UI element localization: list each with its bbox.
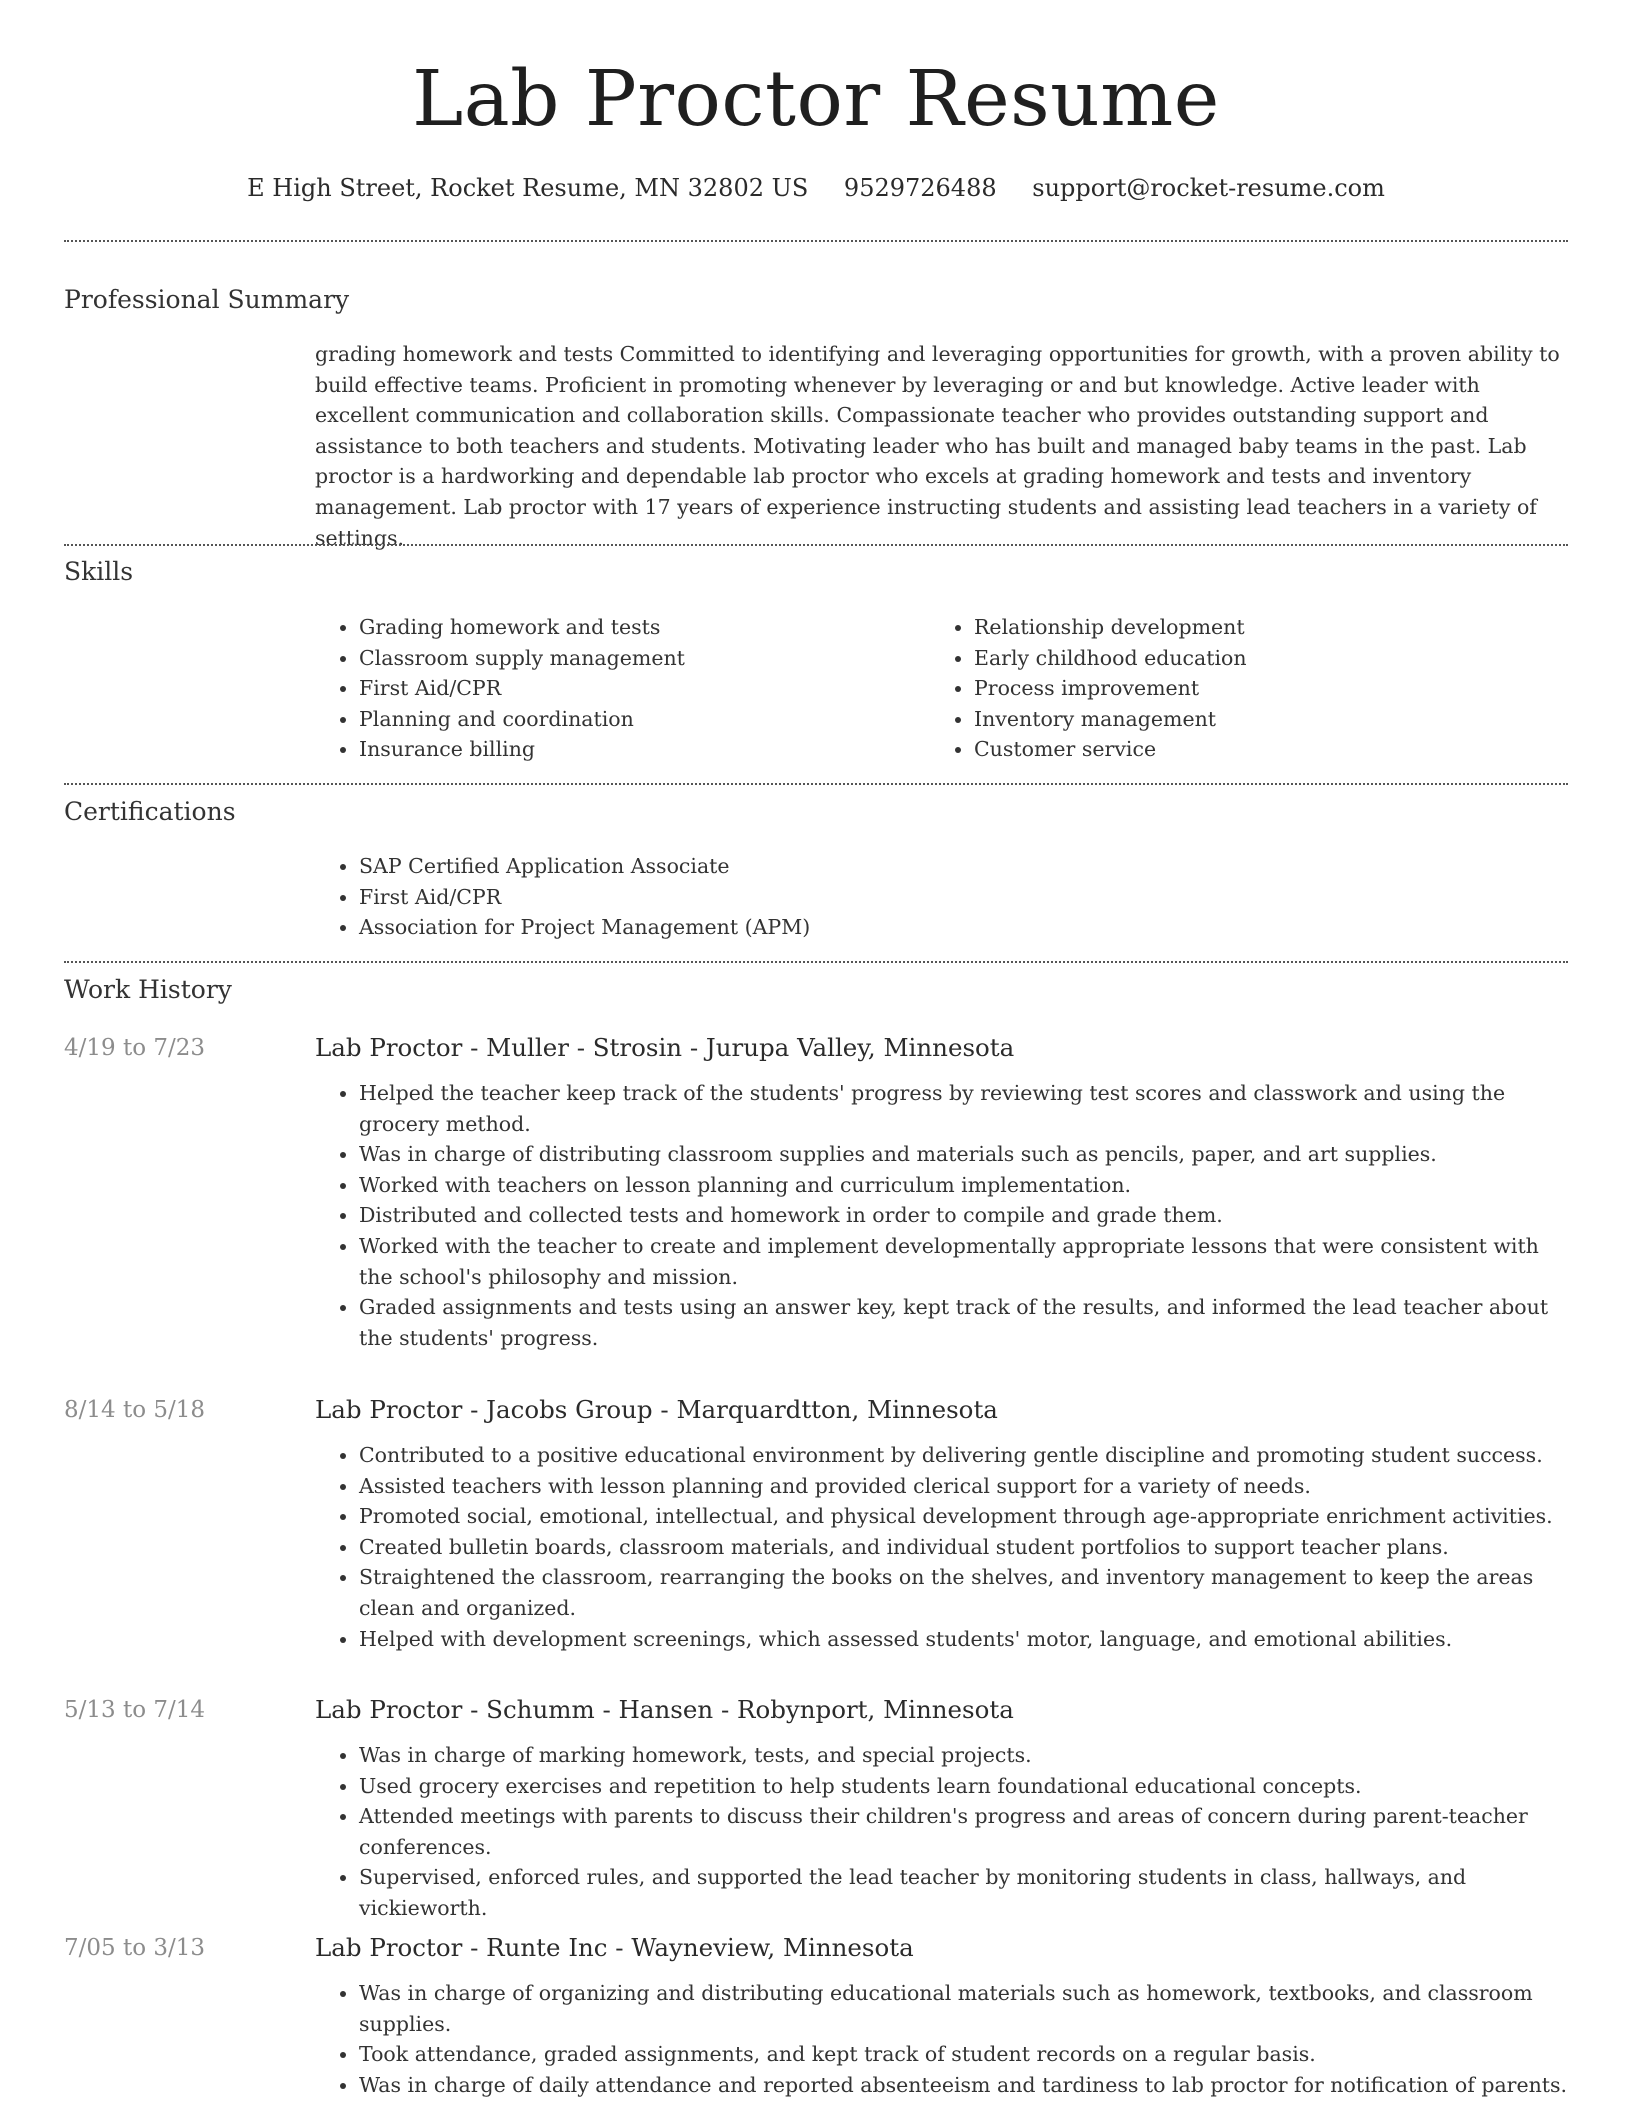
work-history-heading: Work History: [64, 975, 232, 1004]
job-entry: [315, 1931, 1568, 2100]
skills-column-left: [315, 612, 930, 765]
job-dates: 8/14 to 5/18: [64, 1397, 206, 1423]
certification-item: • SAP Certified Application Associate: [359, 851, 1568, 882]
job-title: Lab Proctor - Runte Inc - Wayneview, Minnesota: [315, 1933, 914, 1962]
job-bullet: • Straightened the classroom, rearranging the books on the shelves, and inventory management to keep the areas clean and organized.: [359, 1562, 1568, 1623]
skills-column-right: [930, 612, 1545, 765]
job-bullet: • Was in charge of daily attendance and reported absenteeism and tardiness to lab proctor for notification of parents.: [359, 2070, 1568, 2101]
summary-heading: Professional Summary: [64, 285, 350, 314]
certifications-heading: Certifications: [64, 797, 236, 826]
skill-item: • Classroom supply management: [359, 643, 930, 674]
skill-item: • Inventory management: [974, 704, 1545, 735]
job-bullet: • Was in charge of distributing classroom supplies and materials such as pencils, paper, and art supplies.: [359, 1139, 1568, 1170]
job-title: Lab Proctor - Schumm - Hansen - Robynport, Minnesota: [315, 1695, 1014, 1724]
job-dates: 5/13 to 7/14: [64, 1697, 206, 1723]
skill-item: • Process improvement: [974, 673, 1545, 704]
job-bullet: • Created bulletin boards, classroom materials, and individual student portfolios to support teacher plans.: [359, 1532, 1568, 1563]
skill-item: • Early childhood education: [974, 643, 1545, 674]
divider: [64, 961, 1568, 963]
job-bullet: • Was in charge of organizing and distributing educational materials such as homework, textbooks, and classroom supplies.: [359, 1978, 1568, 2039]
job-bullet: • Promoted social, emotional, intellectual, and physical development through age-appropriate enrichment activities.: [359, 1501, 1568, 1532]
job-bullet: • Helped the teacher keep track of the students' progress by reviewing test scores and classwork and using the grocery method.: [359, 1078, 1568, 1139]
job-bullet: • Used grocery exercises and repetition to help students learn foundational educational concepts.: [359, 1771, 1568, 1802]
skill-item: • Relationship development: [974, 612, 1545, 643]
certifications-section: [315, 851, 1568, 943]
job-bullet: • Attended meetings with parents to discuss their children's progress and areas of concern during parent-teacher conferences.: [359, 1801, 1568, 1862]
skills-section: [315, 612, 1568, 765]
job-bullet: • Worked with teachers on lesson planning and curriculum implementation.: [359, 1170, 1568, 1201]
job-bullet: • Helped with development screenings, which assessed students' motor, language, and emotional abilities.: [359, 1624, 1568, 1655]
email: support@rocket-resume.com: [1032, 174, 1385, 202]
job-title: Lab Proctor - Muller - Strosin - Jurupa Valley, Minnesota: [315, 1033, 1015, 1062]
job-bullet: • Assisted teachers with lesson planning and provided clerical support for a variety of needs.: [359, 1471, 1568, 1502]
divider: [64, 783, 1568, 785]
job-dates: 7/05 to 3/13: [64, 1935, 206, 1961]
job-entry: [315, 1031, 1568, 1353]
divider: [64, 544, 1568, 546]
skills-heading: Skills: [64, 557, 134, 586]
job-bullet: • Graded assignments and tests using an answer key, kept track of the results, and informed the lead teacher about the students' progress.: [359, 1292, 1568, 1353]
job-bullet: • Took attendance, graded assignments, and kept track of student records on a regular basis.: [359, 2039, 1568, 2070]
contact-line: [64, 170, 1568, 206]
summary-text: grading homework and tests Committed to identifying and leveraging opportunities for growth, with a proven ability to build effective teams. Proficient in promoting whenever by leveraging or and but knowledge. Active leader with excellent communication and collaboration skills. Compassionate teacher who provides outstanding support and assistance to both teachers and students. Motivating leader who has built and managed baby teams in the past. Lab proctor is a hardworking and dependable lab proctor who excels at grading homework and tests and inventory management. Lab proctor with 17 years of experience instructing students and assisting lead teachers in a variety of settings.: [315, 342, 1560, 550]
job-dates: 4/19 to 7/23: [64, 1035, 206, 1061]
job-bullet: • Was in charge of marking homework, tests, and special projects.: [359, 1740, 1568, 1771]
certification-item: • First Aid/CPR: [359, 882, 1568, 913]
summary-section: [315, 339, 1568, 553]
skill-item: • Planning and coordination: [359, 704, 930, 735]
job-title: Lab Proctor - Jacobs Group - Marquardtton, Minnesota: [315, 1395, 998, 1424]
skill-item: • Insurance billing: [359, 734, 930, 765]
job-entry: [315, 1693, 1568, 1924]
certification-item: • Association for Project Management (APM): [359, 912, 1568, 943]
job-bullet: • Supervised, enforced rules, and supported the lead teacher by monitoring students in class, hallways, and vickieworth.: [359, 1862, 1568, 1923]
job-bullet: • Worked with the teacher to create and implement developmentally appropriate lessons that were consistent with the school's philosophy and mission.: [359, 1231, 1568, 1292]
job-bullet: • Distributed and collected tests and homework in order to compile and grade them.: [359, 1200, 1568, 1231]
skill-item: • Grading homework and tests: [359, 612, 930, 643]
phone: 9529726488: [843, 174, 997, 202]
job-entry: [315, 1393, 1568, 1654]
skill-item: • Customer service: [974, 734, 1545, 765]
address: E High Street, Rocket Resume, MN 32802 US: [247, 174, 809, 202]
skill-item: • First Aid/CPR: [359, 673, 930, 704]
divider: [64, 240, 1568, 242]
page-title: Lab Proctor Resume: [412, 55, 1220, 144]
job-bullet: • Contributed to a positive educational environment by delivering gentle discipline and promoting student success.: [359, 1440, 1568, 1471]
